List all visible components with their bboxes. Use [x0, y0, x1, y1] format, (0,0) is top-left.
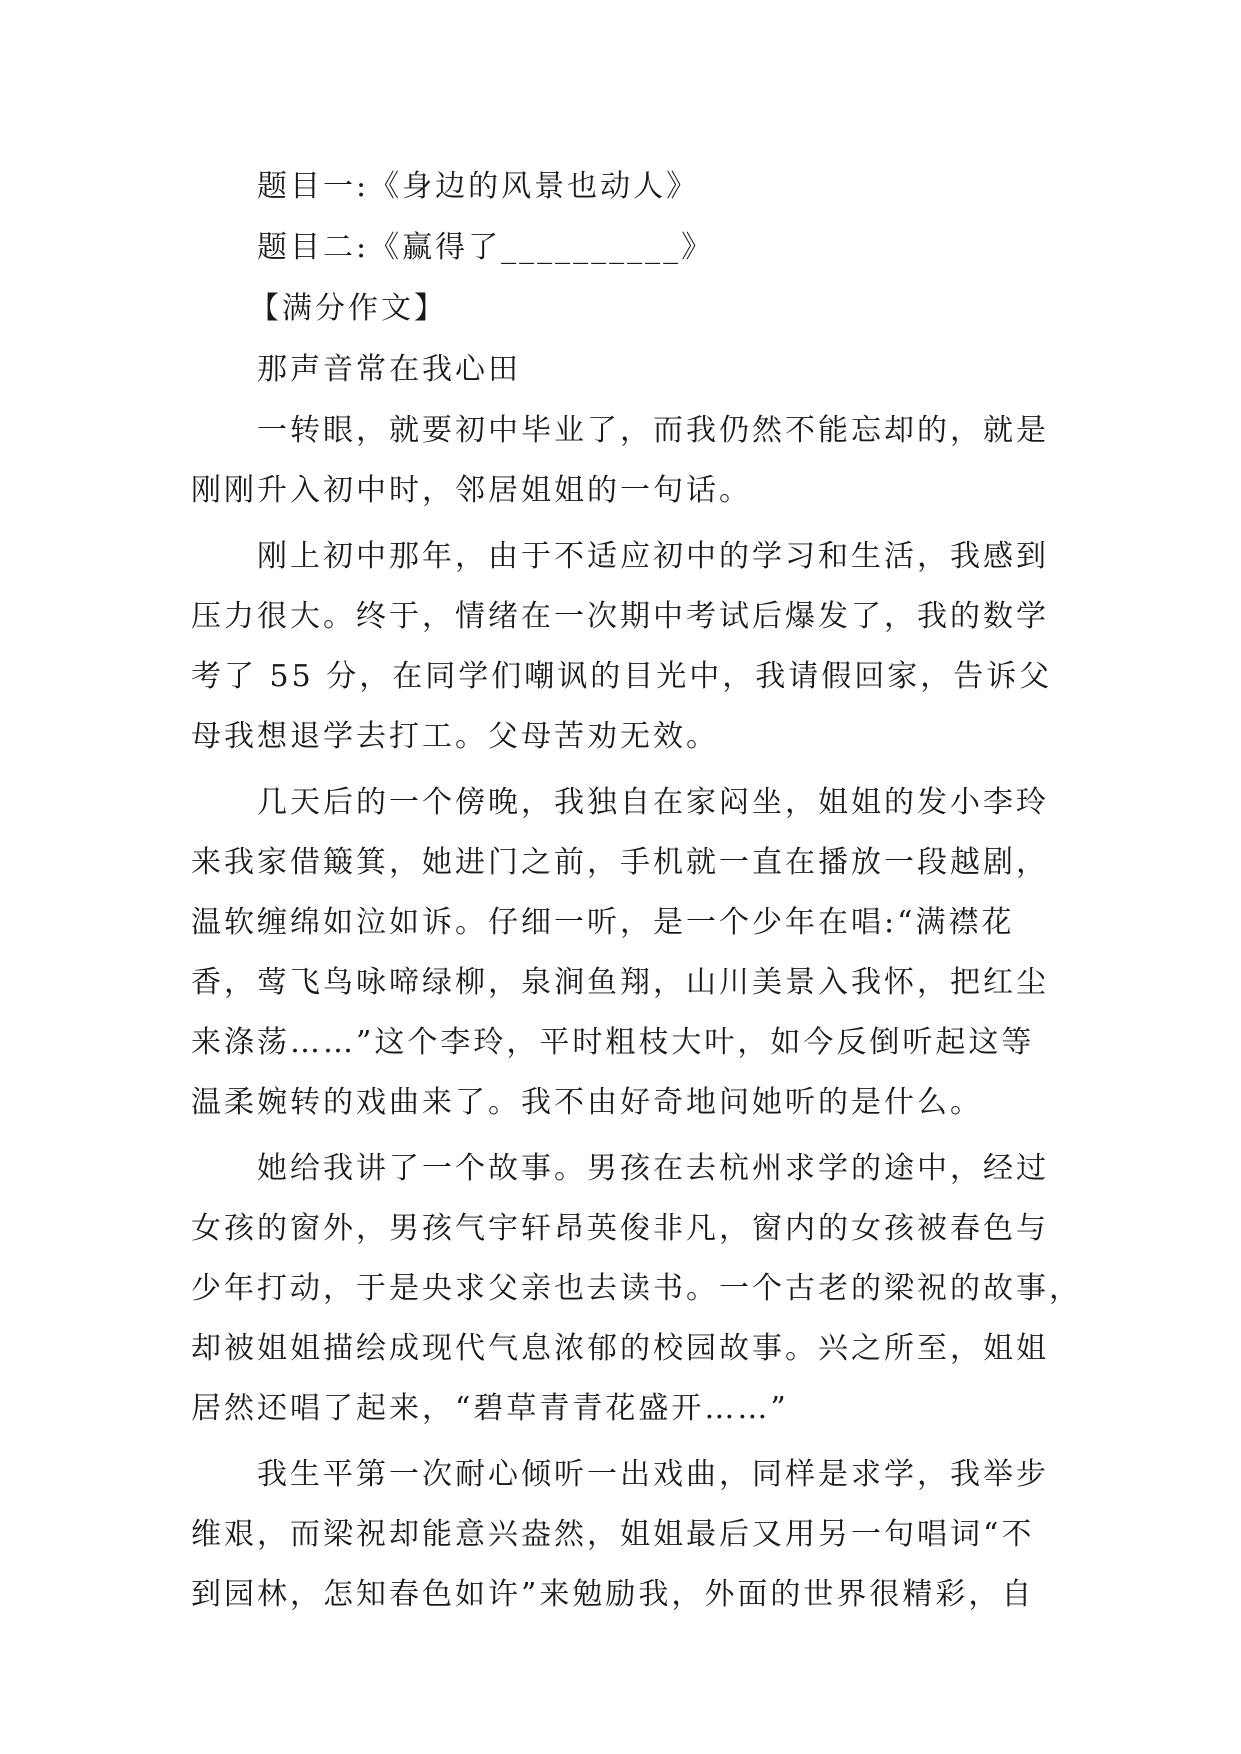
paragraph-line: 压力很大。终于，情绪在一次期中考试后爆发了，我的数学	[191, 599, 1049, 634]
paragraph-line: 到园林，怎知春色如许”来勉励我，外面的世界很精彩，自	[191, 1577, 1035, 1612]
paragraph-line: 居然还唱了起来，“碧草青青花盛开……”	[191, 1391, 789, 1426]
paragraph	[191, 773, 1051, 1133]
paragraph-line: 温软缠绵如泣如诉。仔细一听，是一个少年在唱:“满襟花	[191, 905, 1015, 940]
paragraph-line: 来我家借簸箕，她进门之前，手机就一直在播放一段越剧，	[191, 845, 1049, 880]
topic-one: 题目一:《身边的风景也动人》	[257, 169, 700, 204]
document-body	[191, 157, 1082, 1625]
paragraph-line: 几天后的一个傍晚，我独自在家闷坐，姐姐的发小李玲	[257, 785, 1049, 820]
paragraph-line: 母我想退学去打工。父母苦劝无效。	[191, 719, 719, 754]
paragraph-line: 少年打动，于是央求父亲也去读书。一个古老的梁祝的故事，	[191, 1271, 1082, 1306]
paragraph	[191, 1445, 1051, 1625]
paragraph-line: 考了 55 分，在同学们嘲讽的目光中，我请假回家，告诉父	[191, 659, 1053, 694]
paragraph-line: 来涤荡……”这个李玲，平时粗枝大叶，如今反倒听起这等	[191, 1025, 1035, 1060]
paragraph	[191, 527, 1051, 767]
paragraph	[191, 1139, 1082, 1439]
paragraph-line: 刚刚升入初中时，邻居姐姐的一句话。	[191, 473, 752, 508]
essay-title: 那声音常在我心田	[257, 352, 521, 387]
paragraph-line: 我生平第一次耐心倾听一出戏曲，同样是求学，我举步	[257, 1457, 1049, 1492]
paragraph-line: 她给我讲了一个故事。男孩在去杭州求学的途中，经过	[257, 1151, 1049, 1186]
paragraph-line: 香，莺飞鸟咏啼绿柳，泉涧鱼翔，山川美景入我怀，把红尘	[191, 965, 1049, 1000]
paragraph-line: 女孩的窗外，男孩气宇轩昂英俊非凡，窗内的女孩被春色与	[191, 1211, 1049, 1246]
paragraph-line: 维艰，而梁祝却能意兴盎然，姐姐最后又用另一句唱词“不	[191, 1517, 1035, 1552]
paragraph-line: 却被姐姐描绘成现代气息浓郁的校园故事。兴之所至，姐姐	[191, 1331, 1049, 1366]
paragraph	[191, 401, 1051, 521]
paragraph-line: 刚上初中那年，由于不适应初中的学习和生活，我感到	[257, 539, 1049, 574]
section-label: 【满分作文】	[249, 291, 447, 326]
paragraph-line: 一转眼，就要初中毕业了，而我仍然不能忘却的，就是	[257, 413, 1049, 448]
topic-two: 题目二:《赢得了__________》	[257, 230, 715, 265]
paragraph-line: 温柔婉转的戏曲来了。我不由好奇地问她听的是什么。	[191, 1085, 983, 1120]
